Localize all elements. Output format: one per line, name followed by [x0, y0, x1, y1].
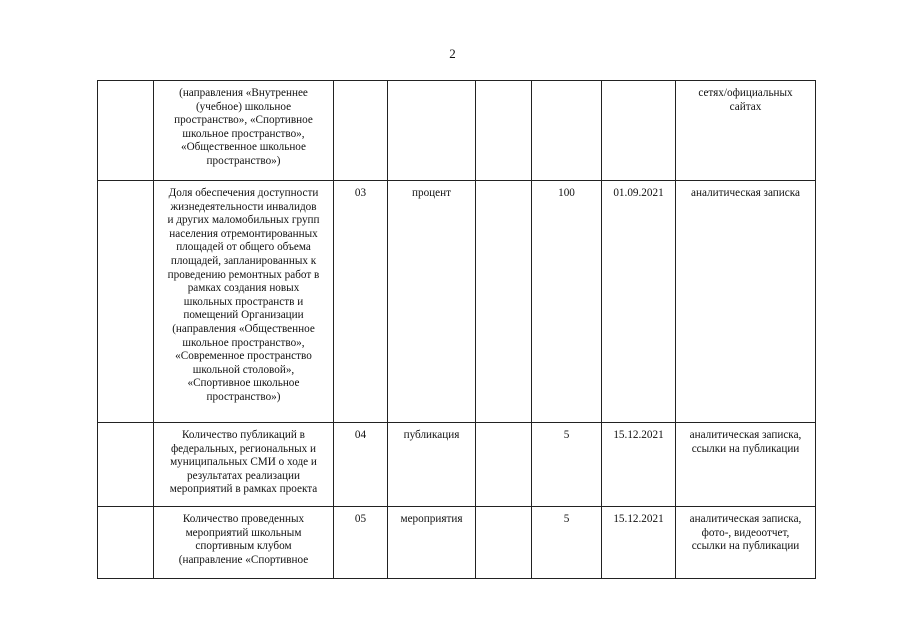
- source-cell: аналитическая записка, ссылки на публикации: [676, 423, 816, 507]
- table-row: [98, 423, 816, 507]
- code-cell: 05: [334, 507, 388, 579]
- target-value-cell: 100: [532, 181, 602, 423]
- page-number: 2: [449, 46, 456, 61]
- code-cell: 03: [334, 181, 388, 423]
- source-cell: аналитическая записка, фото-, видеоотчет, ссылки на публикации: [676, 507, 816, 579]
- base-value-cell: [476, 181, 532, 423]
- indicator-cell: Доля обеспечения доступности жизнедеятельности инвалидов и других маломобильных групп населения отремонтированных площадей от общего объема площадей, запланированных к проведению ремонтных работ в рамках создания новых школьных пространств и помещений Организации (направления «Общественное школьное пространство», «Современное пространство школьной столовой», «Спортивное школьное пространство»): [154, 181, 334, 423]
- base-value-cell: [476, 81, 532, 181]
- code-cell: 04: [334, 423, 388, 507]
- date-cell: 15.12.2021: [602, 507, 676, 579]
- table-row: [98, 181, 816, 423]
- date-cell: 01.09.2021: [602, 181, 676, 423]
- unit-cell: мероприятия: [388, 507, 476, 579]
- target-value-cell: 5: [532, 423, 602, 507]
- indicators-table: [97, 80, 816, 579]
- base-value-cell: [476, 507, 532, 579]
- indicator-cell: (направления «Внутреннее (учебное) школьное пространство», «Спортивное школьное пространство», «Общественное школьное пространство»): [154, 81, 334, 181]
- base-value-cell: [476, 423, 532, 507]
- target-value-cell: 5: [532, 507, 602, 579]
- target-value-cell: [532, 81, 602, 181]
- table-row: [98, 507, 816, 579]
- date-cell: 15.12.2021: [602, 423, 676, 507]
- table-row: [98, 81, 816, 181]
- row-number-cell: [98, 423, 154, 507]
- unit-cell: публикация: [388, 423, 476, 507]
- unit-cell: процент: [388, 181, 476, 423]
- unit-cell: [388, 81, 476, 181]
- date-cell: [602, 81, 676, 181]
- source-cell: аналитическая записка: [676, 181, 816, 423]
- source-cell: сетях/официальных сайтах: [676, 81, 816, 181]
- row-number-cell: [98, 81, 154, 181]
- row-number-cell: [98, 181, 154, 423]
- indicator-cell: Количество проведенных мероприятий школьным спортивным клубом (направление «Спортивное: [154, 507, 334, 579]
- indicator-cell: Количество публикаций в федеральных, региональных и муниципальных СМИ о ходе и результатах реализации мероприятий в рамках проекта: [154, 423, 334, 507]
- row-number-cell: [98, 507, 154, 579]
- code-cell: [334, 81, 388, 181]
